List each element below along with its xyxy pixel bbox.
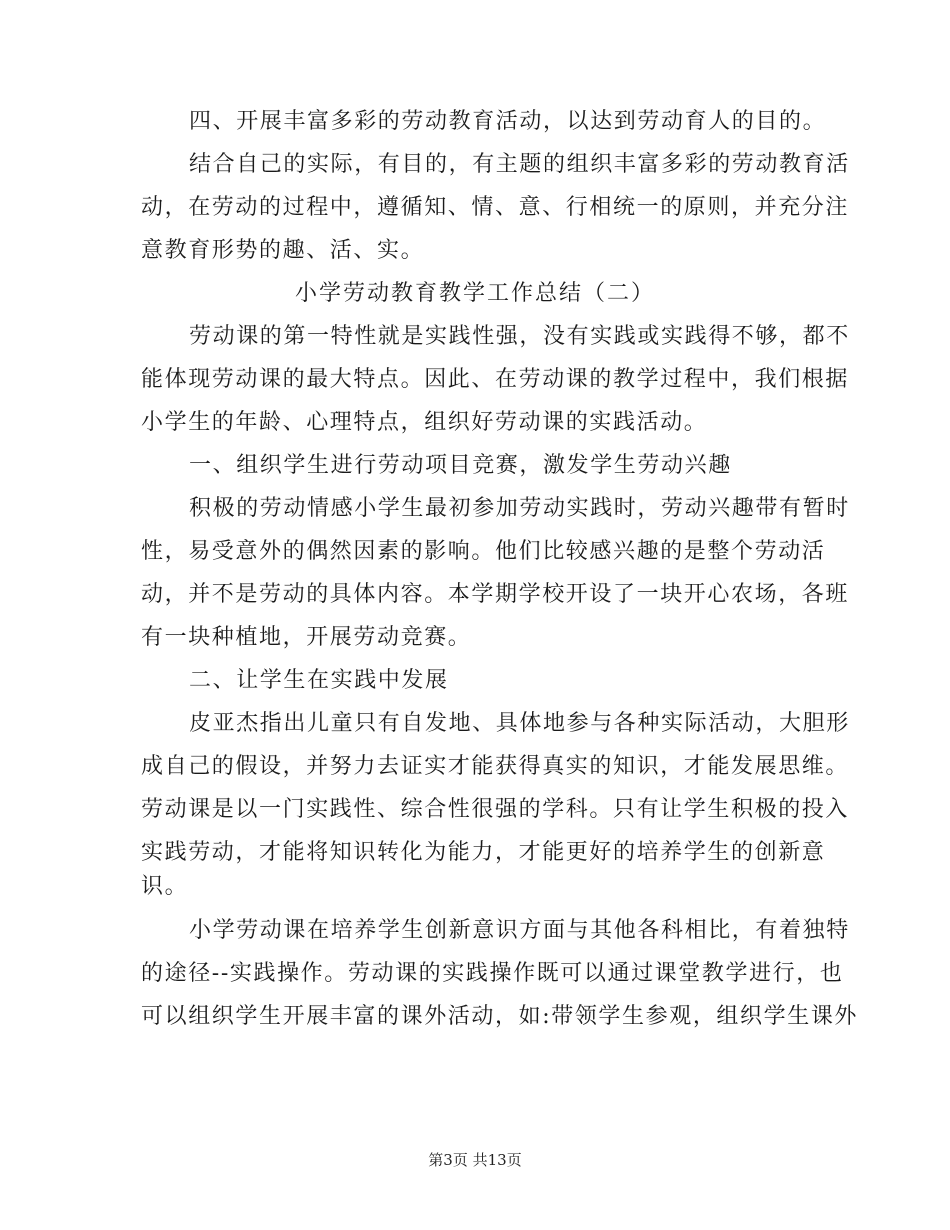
paragraph-line: 性，易受意外的偶然因素的影响。他们比较感兴趣的是整个劳动活 — [141, 539, 826, 564]
paragraph-line: 实践劳动，才能将知识转化为能力，才能更好的培养学生的创新意 — [141, 840, 826, 865]
paragraph-line: 意教育形势的趣、活、实。 — [141, 238, 425, 263]
paragraph-line: 劳动课是以一门实践性、综合性很强的学科。只有让学生积极的投入 — [141, 797, 850, 822]
subheading-one: 一、组织学生进行劳动项目竞赛，激发学生劳动兴趣 — [189, 453, 732, 478]
paragraph-line: 识。 — [141, 874, 189, 899]
paragraph-line: 皮亚杰指出儿童只有自发地、具体地参与各种实际活动，大胆形 — [189, 711, 850, 736]
paragraph-line: 小学劳动课在培养学生创新意识方面与其他各科相比，有着独特 — [189, 918, 850, 943]
paragraph-line: 有一块种植地，开展劳动竞赛。 — [141, 625, 472, 650]
paragraph-heading-four: 四、开展丰富多彩的劳动教育活动，以达到劳动育人的目的。 — [189, 109, 827, 134]
paragraph-line: 劳动课的第一特性就是实践性强，没有实践或实践得不够，都不 — [189, 324, 850, 349]
subheading-two: 二、让学生在实践中发展 — [189, 668, 449, 693]
paragraph-line: 积极的劳动情感小学生最初参加劳动实践时，劳动兴趣带有暂时 — [189, 496, 850, 521]
page-number-footer: 第3页 共13页 — [428, 1151, 522, 1169]
section-title: 小学劳动教育教学工作总结（二） — [294, 281, 655, 306]
paragraph-line: 小学生的年龄、心理特点，组织好劳动课的实践活动。 — [141, 410, 708, 435]
paragraph-line: 动，在劳动的过程中，遵循知、情、意、行相统一的原则，并充分注 — [141, 195, 850, 220]
paragraph-line: 结合自己的实际，有目的，有主题的组织丰富多彩的劳动教育活 — [189, 152, 850, 177]
paragraph-line: 动，并不是劳动的具体内容。本学期学校开设了一块开心农场，各班 — [141, 582, 850, 607]
paragraph-line: 能体现劳动课的最大特点。因此、在劳动课的教学过程中，我们根据 — [141, 367, 850, 392]
paragraph-line: 可以组织学生开展丰富的课外活动，如:带领学生参观，组织学生课外 — [141, 1004, 859, 1029]
paragraph-line: 的途径--实践操作。劳动课的实践操作既可以通过课堂教学进行，也 — [141, 961, 844, 986]
paragraph-line: 成自己的假设，并努力去证实才能获得真实的知识，才能发展思维。 — [141, 754, 850, 779]
